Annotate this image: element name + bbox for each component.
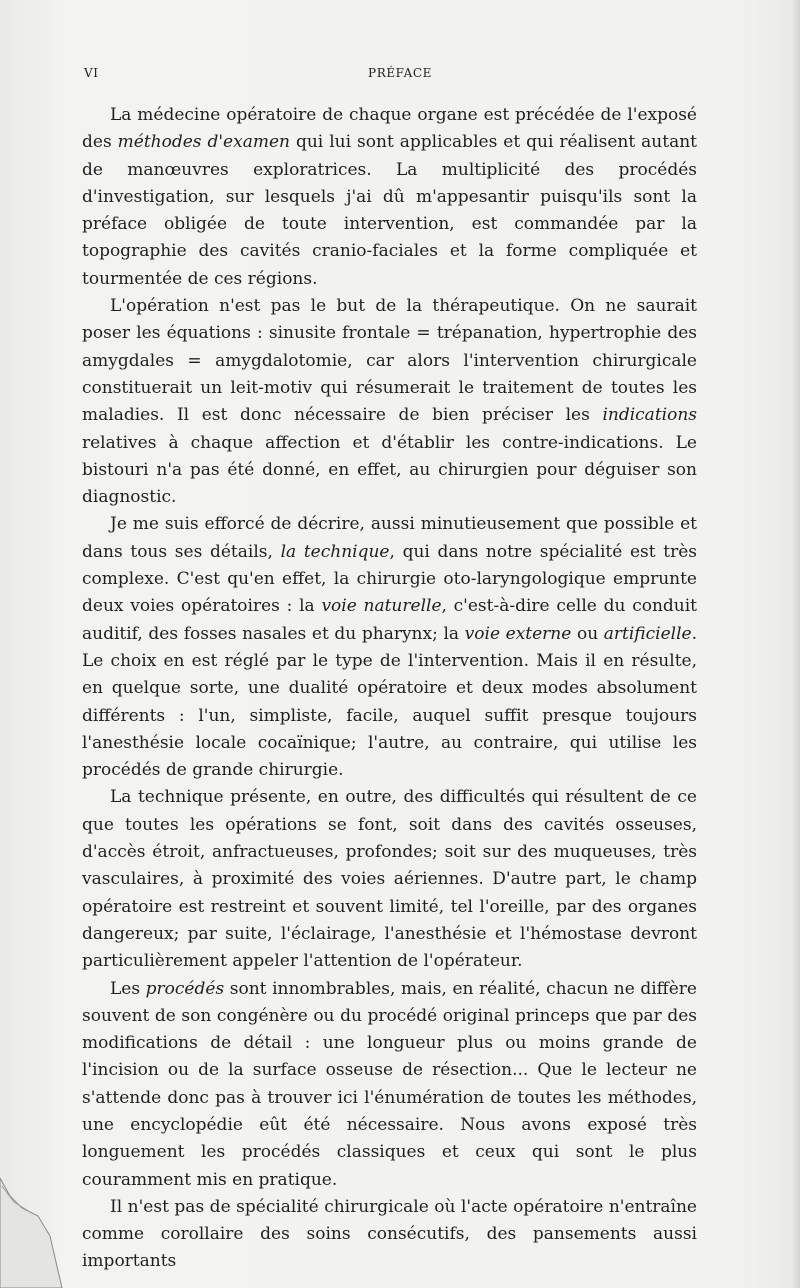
paragraph (82, 293, 697, 511)
text-run: Les (110, 978, 146, 999)
text-run: Il n'est pas de spécialité chirurgicale où l'acte opératoire n'entraîne comme corollaire des soins consécutifs, des pansements aussi importants (82, 1196, 697, 1272)
paragraph (82, 976, 697, 1194)
italic-text: méthodes d'examen (117, 132, 290, 153)
text-run: L'opération n'est pas le but de la thérapeutique. On ne saurait poser les équations : sinusite frontale = trépanation, hypertrophie des amygdales = amygdalotomie, car alors l'intervention chirurgicale constituerait un leit-motiv qui résumerait le traitement de toutes les maladies. Il est donc nécessaire de bien préciser les (82, 296, 697, 426)
page-edge-shadow (792, 0, 800, 1288)
paragraph (82, 511, 697, 784)
text-run: La technique présente, en outre, des difficultés qui résultent de ce que toutes les opérations se font, soit dans des cavités osseuses, d'accès étroit, anfractueuses, profondes; soit sur des muqueuses, très vasculaires, à proximité des voies aériennes. D'autre part, le champ opératoire est restreint et souvent limité, tel l'oreille, par des organes dangereux; par suite, l'éclairage, l'anesthésie et l'hémostase devront particulièrement appeler l'attention de l'opérateur. (82, 787, 697, 972)
text-run: La médecine opératoire de chaque organe est précédée de l'exposé des (82, 105, 697, 153)
body-text (82, 102, 697, 1276)
page-number: VI (84, 66, 99, 80)
italic-text: procédés (145, 978, 225, 999)
paragraph (82, 102, 697, 293)
running-head: PRÉFACE (368, 66, 432, 80)
page-header (84, 66, 716, 84)
italic-text: voie naturelle (321, 596, 442, 617)
text-run: , c'est-à-dire celle du conduit auditif, des fosses nasales et du pharynx; la (82, 596, 697, 644)
text-run: sont innombrables, mais, en réalité, chacun ne diffère souvent de son congénère ou du procédé original princeps que par des modifications de détail : une longueur plus ou moins grande de l'incision ou de la surface osseuse de résection... Que le lecteur ne s'attende donc pas à trouver ici l'énumération de toutes les méthodes, une encyclopédie eût été nécessaire. Nous avons exposé très longuement les procédés classiques et ceux qui sont le plus couramment mis en pratique. (82, 978, 697, 1190)
paragraph (82, 1194, 697, 1276)
italic-text: artificielle (603, 623, 692, 644)
text-run: qui lui sont applicables et qui réalisent autant de manœuvres exploratrices. La multiplicité des procédés d'investigation, sur lesquels j'ai dû m'appesantir puisqu'ils sont la préface obligée de toute intervention, est commandée par la topographie des cavités cranio-faciales et la forme compliquée et tourmentée de ces régions. (82, 132, 697, 289)
text-run: relatives à chaque affection et d'établir les contre-indications. Le bistouri n'a pas été donné, en effet, au chirurgien pour déguiser son diagnostic. (82, 432, 697, 508)
italic-text: la technique (280, 541, 390, 562)
paragraph (82, 784, 697, 975)
text-run: , qui dans notre spécialité est très complexe. C'est qu'en effet, la chirurgie oto-laryngologique emprunte deux voies opératoires : la (82, 541, 698, 617)
italic-text: voie externe (464, 623, 572, 644)
text-run: ou (571, 623, 604, 644)
text-run: . Le choix en est réglé par le type de l'intervention. Mais il en résulte, en quelque sorte, une dualité opératoire et deux modes absolument différents : l'un, simpliste, facile, auquel suffit presque toujours l'anesthésie locale cocaïnique; l'autre, au contraire, qui utilise les procédés de grande chirurgie. (82, 623, 698, 781)
text-run: Je me suis efforcé de décrire, aussi minutieusement que possible et dans tous ses détails, (82, 514, 697, 562)
italic-text: indications (602, 405, 697, 426)
folded-corner-mark (0, 1178, 70, 1288)
